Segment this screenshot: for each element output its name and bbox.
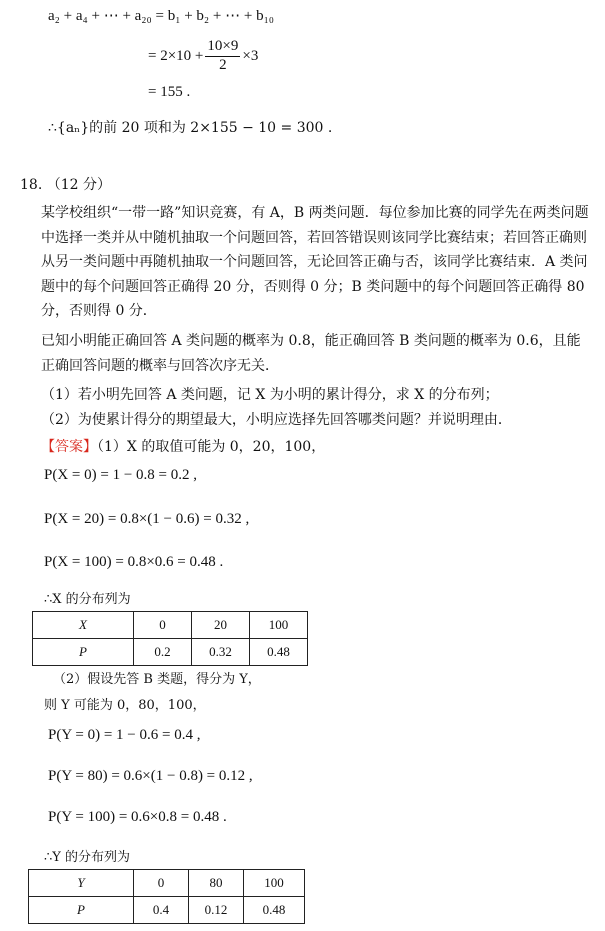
table-row [29, 897, 305, 924]
answer-part2-values: 则 Y 可能为 0，80，100， [44, 698, 206, 713]
table-cell: 0.2 [134, 639, 192, 666]
table-row [33, 639, 308, 666]
fraction-numerator: 10×9 [205, 38, 240, 57]
fraction-denominator: 2 [219, 57, 227, 73]
table-cell: P [33, 639, 134, 666]
equation-px0: P(X = 0) = 1 − 0.8 = 0.2 , [44, 467, 198, 483]
table-cell: X [33, 612, 134, 639]
table-cell: 100 [250, 612, 308, 639]
sum-equation-line3: = 155 . [148, 84, 191, 100]
answer-part2-intro: （2）假设先答 B 类题，得分为 Y， [53, 672, 261, 687]
table-cell: Y [29, 870, 134, 897]
table-cell: 100 [244, 870, 305, 897]
dist-x-label: ∴X 的分布列为 [44, 592, 131, 607]
sum-conclusion: ∴{aₙ}的前 20 项和为 2×155 − 10 = 300 . [48, 120, 333, 136]
answer-part1-intro: （1）X 的取值可能为 0，20，100， [97, 439, 326, 455]
problem-paragraph-1: 某学校组织“一带一路”知识竞赛，有 A，B 两类问题．每位参加比赛的同学先在两类问题中选择一类并从中随机抽取一个问题回答，若回答错误则该同学比赛结束；若回答正确则从另一类问题中再随机抽取一个问题回答，无论回答正确与否，该同学比赛结束．A 类问题中的每个问题回答正确得 20 分，否则得 0 分；B 类问题中的每个问题回答正确得 80 分，否则得 0 分． [41, 205, 589, 319]
equation-px20: P(X = 20) = 0.8×(1 − 0.6) = 0.32 , [44, 511, 250, 527]
dist-y-label: ∴Y 的分布列为 [44, 850, 130, 865]
question-1: （1）若小明先回答 A 类问题，记 X 为小明的累计得分，求 X 的分布列； [41, 387, 499, 403]
problem-score: （12 分） [46, 177, 111, 193]
fraction [205, 38, 240, 74]
table-cell: 0.48 [250, 639, 308, 666]
equation-py0: P(Y = 0) = 1 − 0.6 = 0.4 , [48, 727, 201, 743]
table-cell: P [29, 897, 134, 924]
distribution-table-x [32, 611, 308, 666]
table-cell: 80 [189, 870, 244, 897]
table-cell: 0.4 [134, 897, 189, 924]
problem-paragraph-2: 已知小明能正确回答 A 类问题的概率为 0.8，能正确回答 B 类问题的概率为 0.6，且能正确回答问题的概率与回答次序无关． [41, 333, 581, 374]
answer-tag: 【答案】 [41, 439, 97, 455]
table-cell: 0.48 [244, 897, 305, 924]
equation-px100: P(X = 100) = 0.8×0.6 = 0.48 . [44, 554, 224, 570]
table-row [33, 612, 308, 639]
sum-equation-line2 [148, 38, 258, 74]
equation-py100: P(Y = 100) = 0.6×0.8 = 0.48 . [48, 809, 227, 825]
table-cell: 0.12 [189, 897, 244, 924]
table-row [29, 870, 305, 897]
line2-suffix: ×3 [242, 47, 259, 64]
distribution-table-y [28, 869, 305, 924]
equation-py80: P(Y = 80) = 0.6×(1 − 0.8) = 0.12 , [48, 768, 253, 784]
question-2: （2）为使累计得分的期望最大，小明应选择先回答哪类问题？并说明理由． [41, 412, 512, 428]
table-cell: 0 [134, 612, 192, 639]
answer-intro [41, 436, 325, 456]
sum-equation-line1: a₂ + a₄ + ⋯ + a₂₀ = b₁ + b₂ + ⋯ + b₁₀ [48, 8, 275, 24]
table-cell: 0.32 [192, 639, 250, 666]
problem-number: 18. [20, 177, 43, 193]
line2-prefix: = 2×10 + [148, 47, 204, 64]
problem-header [20, 174, 111, 194]
table-cell: 20 [192, 612, 250, 639]
table-cell: 0 [134, 870, 189, 897]
